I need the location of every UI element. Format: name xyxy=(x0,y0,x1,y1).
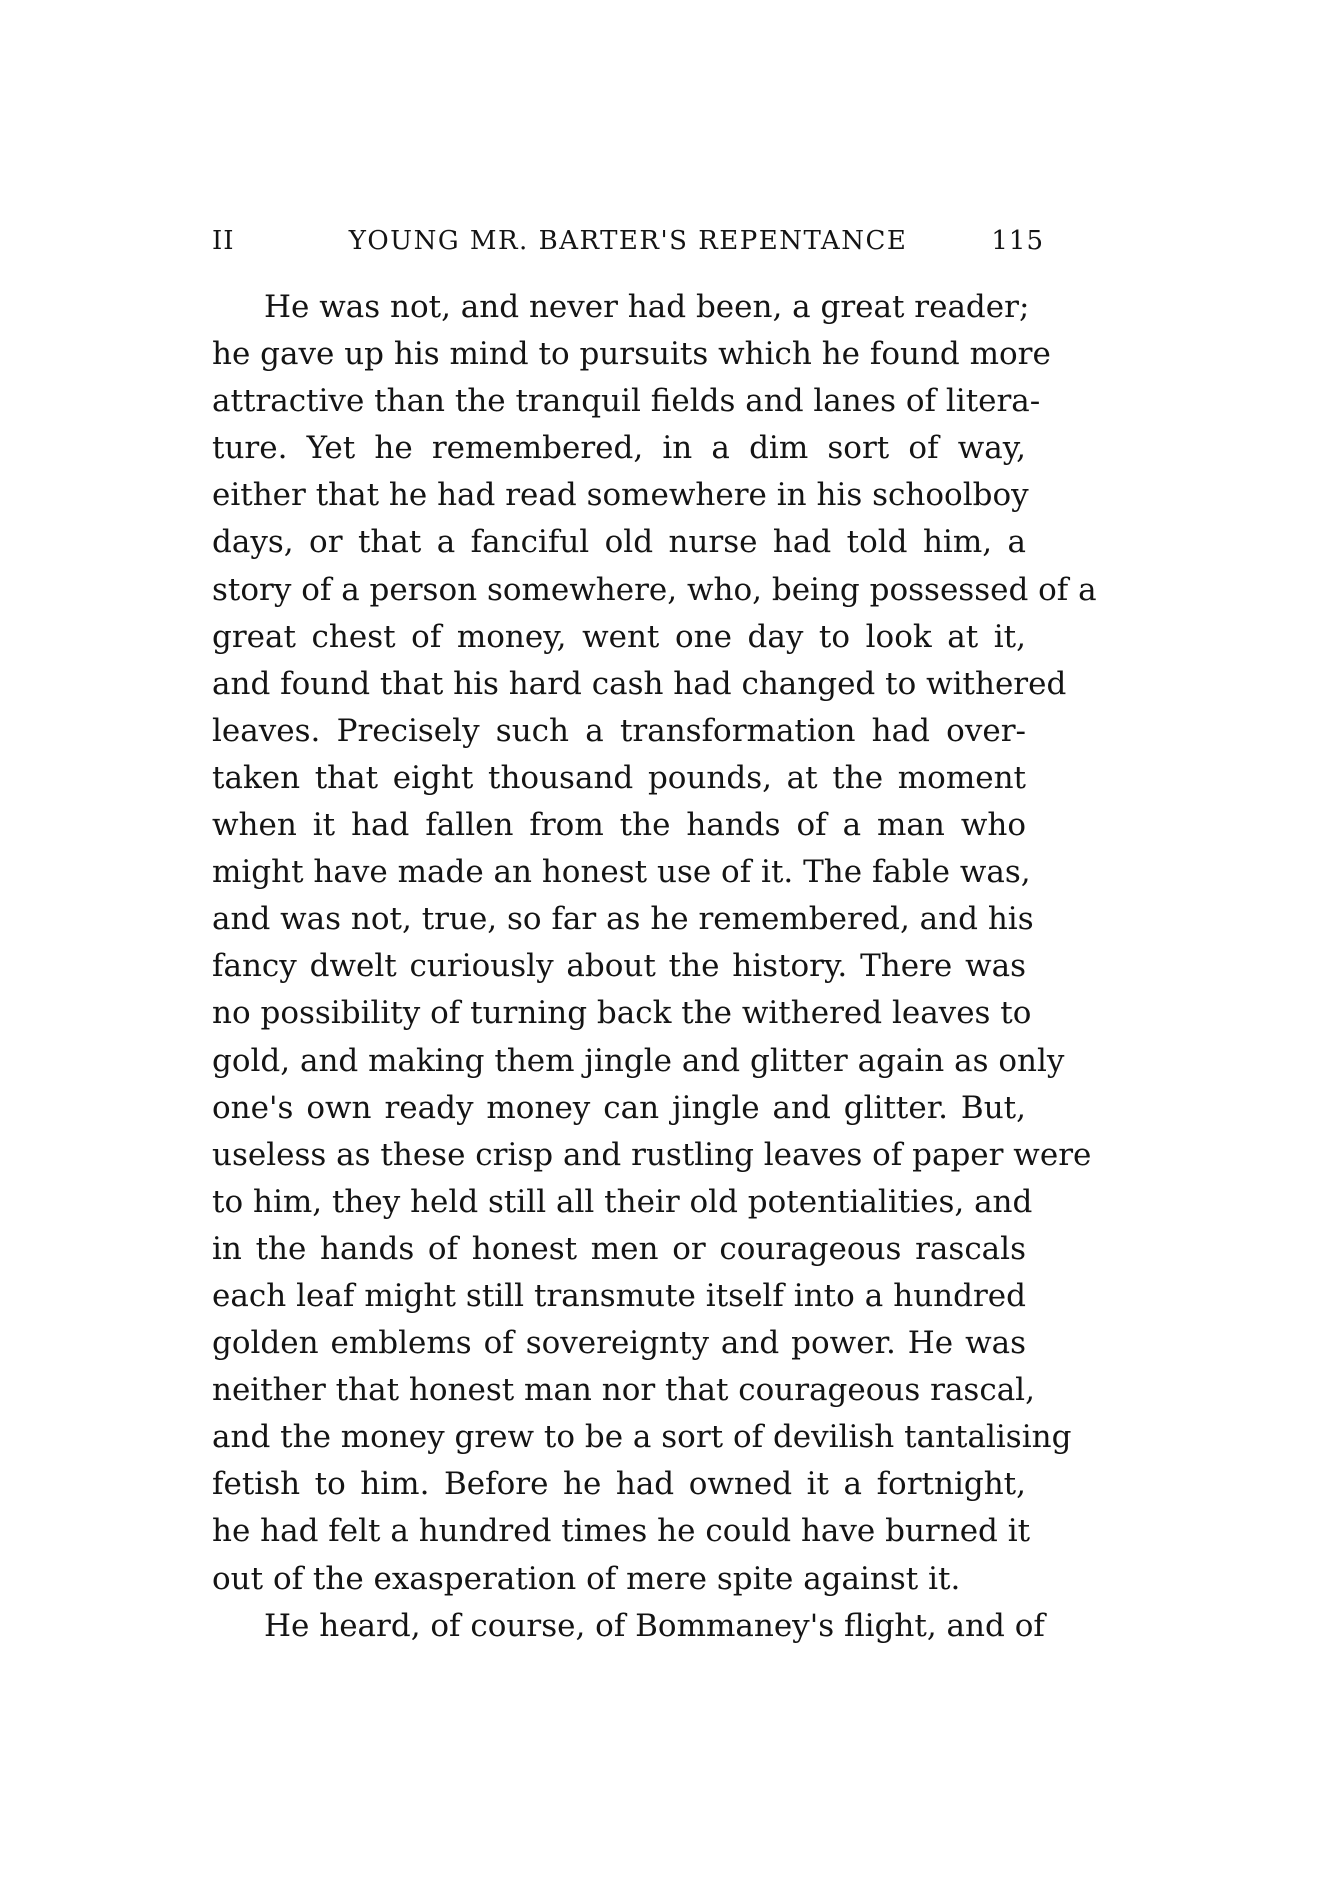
text-line: out of the exasperation of mere spite against it. xyxy=(212,1560,961,1597)
text-line: useless as these crisp and rustling leaves of paper were xyxy=(212,1136,1092,1173)
text-line: attractive than the tranquil fields and lanes of litera- xyxy=(212,383,1041,420)
text-line: in the hands of honest men or courageous rascals xyxy=(212,1230,1026,1267)
text-line: might have made an honest use of it. The fable was, xyxy=(212,854,1031,891)
text-line: gold, and making them jingle and glitter again as only xyxy=(212,1042,1065,1079)
text-line: fancy dwelt curiously about the history. There was xyxy=(212,948,1026,985)
text-line: when it had fallen from the hands of a man who xyxy=(212,807,1026,844)
text-line: story of a person somewhere, who, being possessed of a xyxy=(212,571,1097,608)
text-line: golden emblems of sovereignty and power. He was xyxy=(212,1325,1026,1362)
text-line: ture. Yet he remembered, in a dim sort of way, xyxy=(212,430,1026,467)
running-title: YOUNG MR. BARTER'S REPENTANCE xyxy=(348,226,908,256)
text-line: he gave up his mind to pursuits which he found more xyxy=(212,336,1051,373)
text-line: and found that his hard cash had changed to withered xyxy=(212,665,1067,702)
text-line: fetish to him. Before he had owned it a fortnight, xyxy=(212,1466,1026,1503)
text-line: each leaf might still transmute itself into a hundred xyxy=(212,1277,1026,1314)
body-text xyxy=(212,284,1097,1650)
text-line: no possibility of turning back the withered leaves to xyxy=(212,995,1032,1032)
page-number: 115 xyxy=(991,226,1044,256)
text-line: and the money grew to be a sort of devilish tantalising xyxy=(212,1419,1072,1456)
text-line: leaves. Precisely such a transformation had over- xyxy=(212,712,1026,749)
text-line: to him, they held still all their old potentialities, and xyxy=(212,1183,1033,1220)
paragraph-2 xyxy=(212,1603,1045,1650)
text-line: He heard, of course, of Bommaney's flight, and of xyxy=(264,1607,1045,1644)
text-line: days, or that a fanciful old nurse had told him, a xyxy=(212,524,1026,561)
text-line: either that he had read somewhere in his schoolboy xyxy=(212,477,1029,514)
chapter-number: II xyxy=(212,226,235,256)
text-line: neither that honest man nor that courageous rascal, xyxy=(212,1372,1035,1409)
text-line: taken that eight thousand pounds, at the moment xyxy=(212,759,1026,796)
text-line: He was not, and never had been, a great reader; xyxy=(264,289,1030,325)
text-line: and was not, true, so far as he remembered, and his xyxy=(212,901,1034,938)
text-line: he had felt a hundred times he could have burned it xyxy=(212,1513,1031,1550)
text-line: one's own ready money can jingle and glitter. But, xyxy=(212,1089,1026,1126)
running-head xyxy=(212,226,1044,266)
paragraph-1 xyxy=(212,284,1097,1603)
text-line: great chest of money, went one day to look at it, xyxy=(212,618,1026,655)
